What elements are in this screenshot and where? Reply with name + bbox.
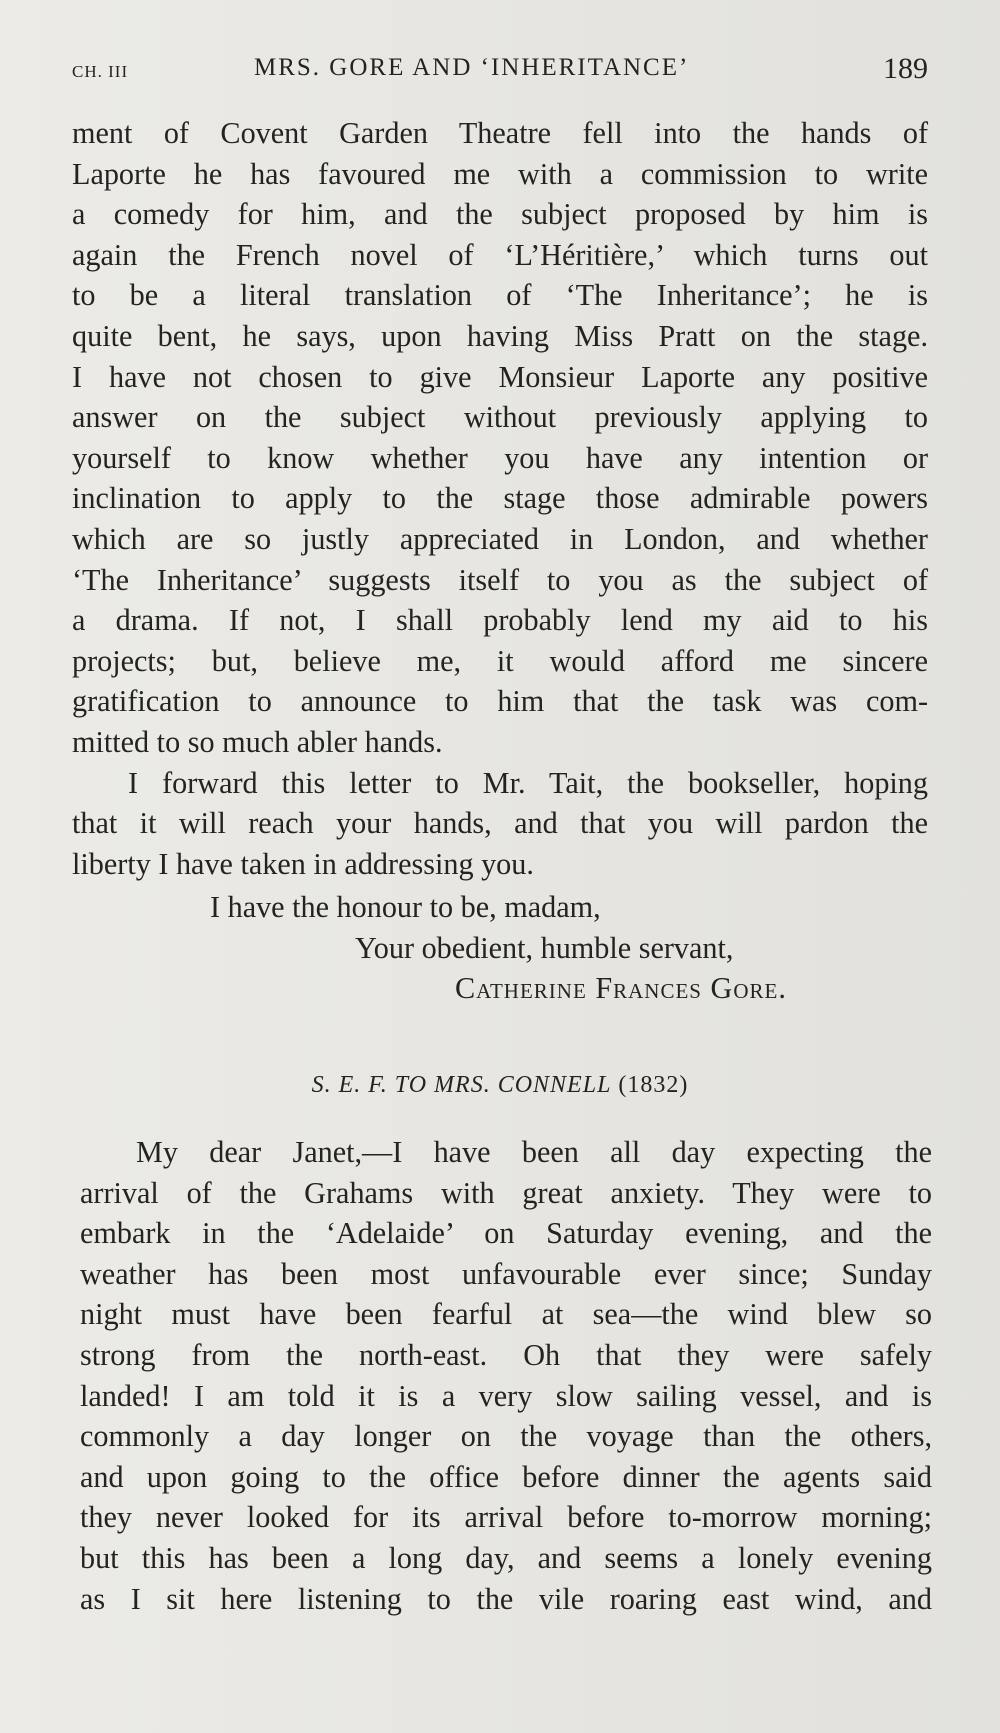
- chapter-label: CH. III: [72, 62, 129, 81]
- text-line: arrival of the Grahams with great anxiety. They were to: [80, 1175, 932, 1210]
- second-letter-body: [80, 1132, 932, 1619]
- text-line: I have not chosen to give Monsieur Laporte any positive: [72, 359, 928, 394]
- closing-line: I have the honour to be, madam,: [210, 890, 601, 924]
- section-heading: [0, 1072, 1000, 1099]
- letter-body: [72, 113, 928, 884]
- text-line: quite bent, he says, upon having Miss Pratt on the stage.: [72, 318, 928, 353]
- text-line: as I sit here listening to the vile roaring east wind, and: [80, 1581, 932, 1616]
- page-number: 189: [883, 52, 928, 85]
- text-line: they never looked for its arrival before to-morrow morning;: [80, 1500, 932, 1535]
- section-year: (1832): [618, 1072, 689, 1098]
- text-line: landed! I am told it is a very slow sailing vessel, and is: [80, 1378, 932, 1413]
- text-line: a drama. If not, I shall probably lend my aid to his: [72, 603, 928, 638]
- text-line: answer on the subject without previously applying to: [72, 400, 928, 435]
- text-line: yourself to know whether you have any intention or: [72, 440, 928, 475]
- text-line: a comedy for him, and the subject proposed by him is: [72, 197, 928, 232]
- text-line: liberty I have taken in addressing you.: [72, 846, 534, 881]
- text-line: again the French novel of ‘L’Héritière,’ which turns out: [72, 237, 928, 272]
- text-line: gratification to announce to him that the task was com-: [72, 684, 928, 719]
- text-line: that it will reach your hands, and that you will pardon the: [72, 806, 928, 841]
- running-title: MRS. GORE AND ‘INHERITANCE’: [254, 54, 690, 81]
- text-line: and upon going to the office before dinner the agents said: [80, 1459, 932, 1494]
- running-head: [72, 52, 928, 92]
- text-line: I forward this letter to Mr. Tait, the bookseller, hoping: [128, 765, 928, 800]
- text-line: night must have been fearful at sea—the wind blew so: [80, 1297, 932, 1332]
- text-line: commonly a day longer on the voyage than the others,: [80, 1419, 932, 1454]
- signature: Catherine Frances Gore.: [455, 971, 787, 1005]
- text-line: inclination to apply to the stage those admirable powers: [72, 481, 928, 516]
- text-line: ‘The Inheritance’ suggests itself to you as the subject of: [72, 562, 928, 597]
- text-line: My dear Janet,—I have been all day expecting the: [136, 1135, 932, 1169]
- section-title: S. E. F. TO MRS. CONNELL: [311, 1072, 612, 1098]
- text-line: projects; but, believe me, it would afford me sincere: [72, 643, 928, 678]
- text-line: mitted to so much abler hands.: [72, 724, 443, 759]
- valediction: Your obedient, humble servant,: [355, 931, 734, 965]
- text-line: embark in the ‘Adelaide’ on Saturday evening, and the: [80, 1216, 932, 1251]
- text-line: to be a literal translation of ‘The Inheritance’; he is: [72, 278, 928, 313]
- text-line: which are so justly appreciated in London, and whether: [72, 521, 928, 556]
- text-line: but this has been a long day, and seems a lonely evening: [80, 1540, 932, 1575]
- text-line: ment of Covent Garden Theatre fell into the hands of: [72, 116, 928, 150]
- text-line: strong from the north-east. Oh that they were safely: [80, 1337, 932, 1372]
- text-line: Laporte he has favoured me with a commission to write: [72, 156, 928, 191]
- text-line: weather has been most unfavourable ever since; Sunday: [80, 1256, 932, 1291]
